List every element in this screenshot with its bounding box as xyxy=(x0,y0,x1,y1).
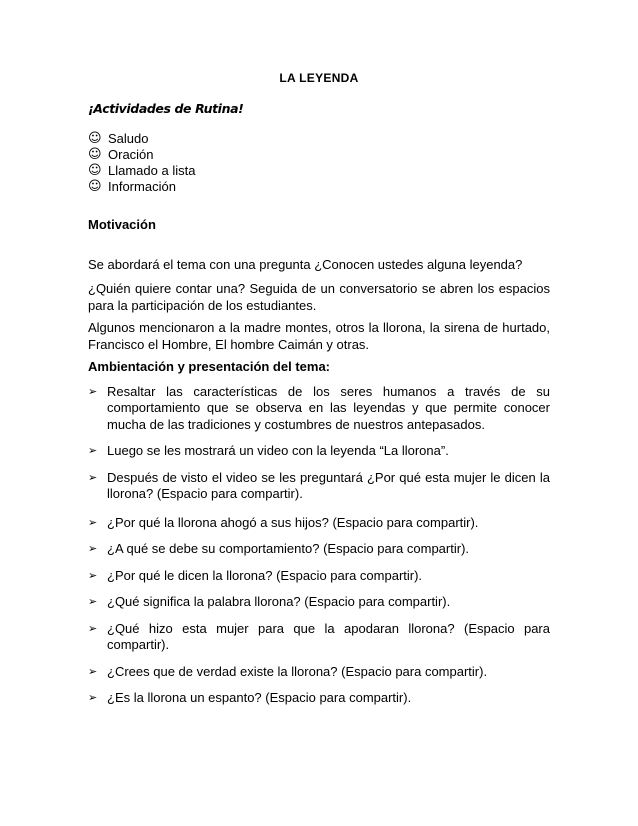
smiley-icon: ☺ xyxy=(88,178,102,194)
arrow-bullet-icon: ➢ xyxy=(88,515,98,529)
list-item-text: ¿Crees que de verdad existe la llorona? (Espacio para compartir). xyxy=(107,663,488,679)
list-item-text: ¿Por qué le dicen la llorona? (Espacio para compartir). xyxy=(107,567,423,583)
list-item-text: ¿Por qué la llorona ahogó a sus hijos? (Espacio para compartir). xyxy=(107,514,479,530)
list-item-text: ¿Qué hizo esta mujer para que la apodaran llorona? (Espacio para compartir). xyxy=(107,620,550,652)
list-item xyxy=(88,664,550,681)
arrow-bullet-icon: ➢ xyxy=(88,470,98,484)
list-item-text: ¿A qué se debe su comportamiento? (Espacio para compartir). xyxy=(107,541,470,556)
arrow-bullet-icon: ➢ xyxy=(88,621,98,635)
activity-list xyxy=(88,384,550,707)
list-item-text: ¿Es la llorona un espanto? (Espacio para compartir). xyxy=(107,690,412,705)
list-item-text: Después de visto el video se les preguntará ¿Por qué esta mujer le dicen la llorona? (Espacio para compartir). xyxy=(107,469,550,501)
list-item xyxy=(88,384,550,434)
list-item xyxy=(88,131,550,147)
list-item xyxy=(88,621,550,654)
arrow-bullet-icon: ➢ xyxy=(88,664,98,678)
document-content xyxy=(88,70,550,707)
paragraph: Se abordará el tema con una pregunta ¿Conocen ustedes alguna leyenda? xyxy=(88,256,523,272)
arrow-bullet-icon: ➢ xyxy=(88,595,98,608)
list-item xyxy=(88,594,550,611)
smiley-icon: ☺ xyxy=(88,162,102,178)
smiley-icon: ☺ xyxy=(88,130,102,146)
document-title: LA LEYENDA xyxy=(279,71,359,85)
list-item xyxy=(88,179,550,195)
smiley-icon: ☺ xyxy=(88,146,102,162)
arrow-bullet-icon: ➢ xyxy=(88,384,98,398)
rutina-heading: ¡Actividades de Rutina! xyxy=(88,100,244,116)
arrow-bullet-icon: ➢ xyxy=(88,542,98,555)
list-item-text: ¿Qué significa la palabra llorona? (Espacio para compartir). xyxy=(107,594,451,609)
paragraph: ¿Quién quiere contar una? Seguida de un conversatorio se abren los espacios para la participación de los estudiantes. xyxy=(88,281,550,313)
rutina-item-label: Saludo xyxy=(108,130,149,146)
rutina-item-label: Información xyxy=(108,178,176,194)
list-item xyxy=(88,163,550,179)
list-item xyxy=(88,443,550,460)
rutina-item-label: Oración xyxy=(108,146,154,162)
list-item xyxy=(88,690,550,707)
list-item xyxy=(88,470,550,503)
list-item xyxy=(88,568,550,585)
list-item xyxy=(88,515,550,532)
paragraph: Algunos mencionaron a la madre montes, otros la llorona, la sirena de hurtado, Francisco el Hombre, El hombre Caimán y otras. xyxy=(88,320,550,352)
arrow-bullet-icon: ➢ xyxy=(88,568,98,582)
arrow-bullet-icon: ➢ xyxy=(88,444,98,457)
list-item-text: Resaltar las características de los seres humanos a través de su comportamiento que se observa en las leyendas y que permite conocer mucha de las tradiciones y costumbres de nuestros antepasados. xyxy=(107,383,550,432)
list-item-text: Luego se les mostrará un video con la leyenda “La llorona”. xyxy=(107,443,449,458)
rutina-list xyxy=(88,131,550,195)
list-item xyxy=(88,147,550,163)
rutina-item-label: Llamado a lista xyxy=(108,162,196,178)
arrow-bullet-icon: ➢ xyxy=(88,691,98,704)
motivacion-heading: Motivación xyxy=(88,217,156,232)
list-item xyxy=(88,541,550,558)
ambientacion-heading: Ambientación y presentación del tema: xyxy=(88,359,331,374)
